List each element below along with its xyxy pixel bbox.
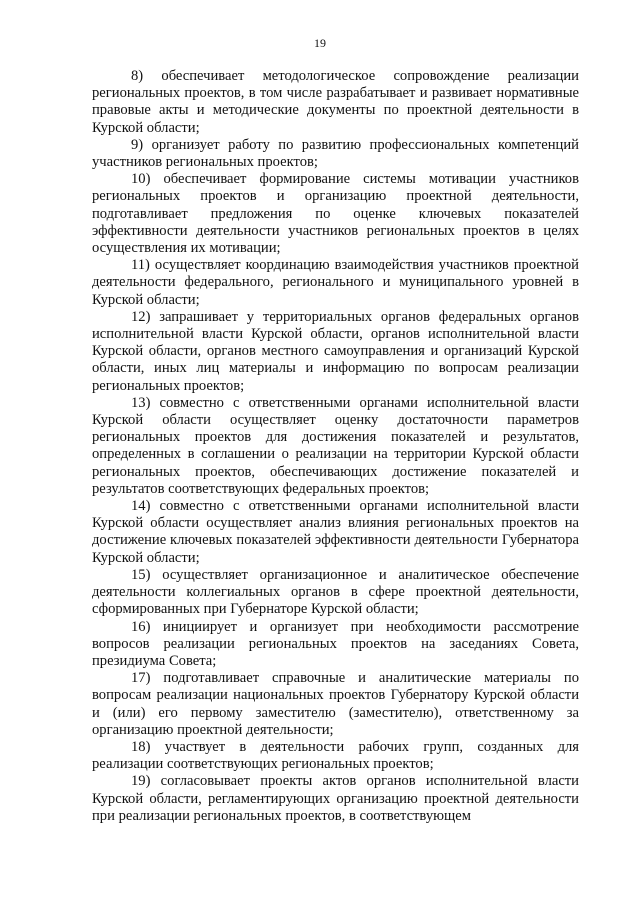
paragraph-item-11: 11) осуществляет координацию взаимодействия участников проектной деятельности федерального, регионального и муниципального уровней в Курской области;: [92, 257, 579, 308]
paragraph-item-16: 16) инициирует и организует при необходимости рассмотрение вопросов реализации региональных проектов на заседаниях Совета, президиума Совета;: [92, 618, 579, 669]
page-number: 19: [314, 36, 326, 50]
paragraph-item-9: 9) организует работу по развитию профессиональных компетенций участников региональных проектов;: [92, 136, 579, 171]
paragraph-item-15: 15) осуществляет организационное и аналитическое обеспечение деятельности коллегиальных органов в сфере проектной деятельности, сформированных при Губернаторе Курской области;: [92, 566, 579, 618]
paragraph-item-12: 12) запрашивает у территориальных органов федеральных органов исполнительной власти Курской области, органов исполнительной власти Курской области, органов местного самоуправления и организаций Курской области, иных лиц материалы и информацию по вопросам реализации региональных проектов;: [92, 308, 579, 394]
paragraph-item-8: 8) обеспечивает методологическое сопровождение реализации региональных проектов, в том числе разрабатывает и развивает нормативные правовые акты и методические документы по проектной деятельности в Курской области;: [92, 68, 579, 136]
paragraph-item-18: 18) участвует в деятельности рабочих групп, созданных для реализации соответствующих региональных проектов;: [92, 738, 579, 773]
paragraph-item-14: 14) совместно с ответственными органами исполнительной власти Курской области осуществляет анализ влияния региональных проектов на достижение ключевых показателей эффективности деятельности Губернатора Курской области;: [92, 498, 579, 566]
document-body: [92, 68, 579, 825]
paragraph-item-19: 19) согласовывает проекты актов органов исполнительной власти Курской области, регламентирующих организацию проектной деятельности при реализации региональных проектов, в соответствующем: [92, 773, 579, 824]
paragraph-item-17: 17) подготавливает справочные и аналитические материалы по вопросам реализации национальных проектов Губернатору Курской области и (или) его первому заместителю (заместителю), ответственному за организацию проектной деятельности;: [92, 670, 579, 738]
paragraph-item-13: 13) совместно с ответственными органами исполнительной власти Курской области осуществляет оценку достаточности параметров региональных проектов для достижения показателей и результатов, определенных в соглашении о реализации на территории Курской области региональных проектов, обеспечивающих достижение показателей и результатов соответствующих федеральных проектов;: [92, 394, 579, 497]
paragraph-item-10: 10) обеспечивает формирование системы мотивации участников региональных проектов и организацию проектной деятельности, подготавливает предложения по оценке ключевых показателей эффективности деятельности участников региональных проектов в целях осуществления их мотивации;: [92, 171, 579, 257]
